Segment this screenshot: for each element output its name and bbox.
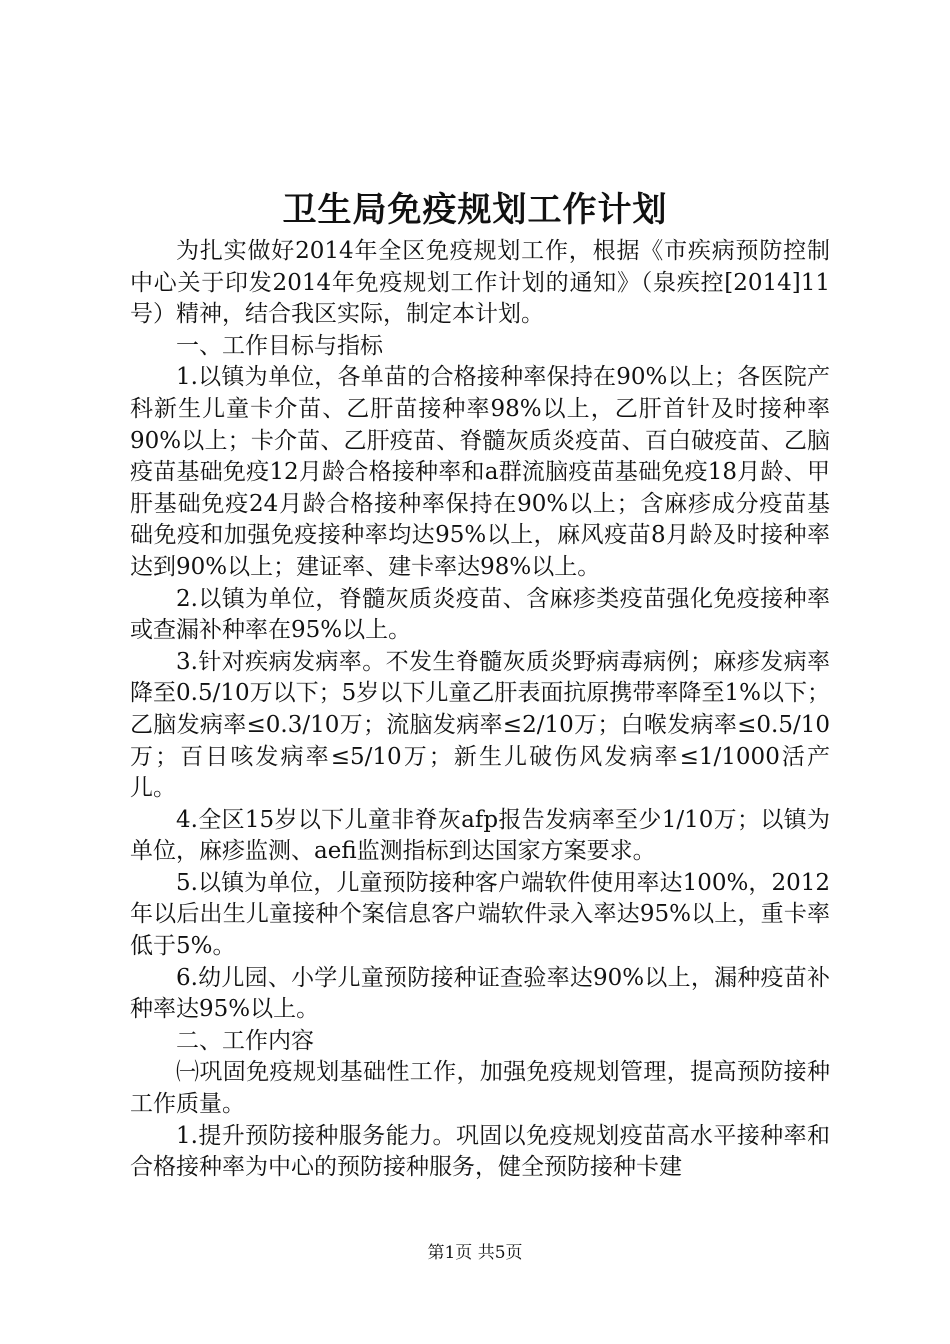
document-title: 卫生局免疫规划工作计划: [282, 190, 668, 230]
paragraph-goal-4: 4.全区15岁以下儿童非脊灰afp报告发病率至少1/10万；以镇为单位，麻疹监测、aefi监测指标到达国家方案要求。: [130, 806, 830, 865]
paragraph-goal-5: 5.以镇为单位，儿童预防接种客户端软件使用率达100%，2012年以后出生儿童接种个案信息客户端软件录入率达95%以上，重卡率低于5%。: [130, 869, 830, 960]
page-footer: 第1页 共5页: [427, 1243, 523, 1263]
paragraph-content-1: ㈠巩固免疫规划基础性工作，加强免疫规划管理，提高预防接种工作质量。: [130, 1059, 830, 1118]
paragraph-goal-2: 2.以镇为单位，脊髓灰质炎疫苗、含麻疹类疫苗强化免疫接种率或查漏补种率在95%以上。: [130, 585, 830, 644]
paragraph-goal-1: 1.以镇为单位，各单苗的合格接种率保持在90%以上；各医院产科新生儿童卡介苗、乙肝苗接种率98%以上，乙肝首针及时接种率90%以上；卡介苗、乙肝疫苗、脊髓灰质炎疫苗、百白破疫苗、乙脑疫苗基础免疫12月龄合格接种率和a群流脑疫苗基础免疫18月龄、甲肝基础免疫24月龄合格接种率保持在90%以上；含麻疹成分疫苗基础免疫和加强免疫接种率均达95%以上，麻风疫苗8月龄及时接种率达到90%以上；建证率、建卡率达98%以上。: [130, 364, 830, 580]
paragraph-goal-6: 6.幼儿园、小学儿童预防接种证查验率达90%以上，漏种疫苗补种率达95%以上。: [130, 964, 830, 1023]
section-heading-content: 二、工作内容: [176, 1027, 314, 1054]
section-heading-goals: 一、工作目标与指标: [176, 332, 383, 359]
paragraph-intro: 为扎实做好2014年全区免疫规划工作，根据《市疾病预防控制中心关于印发2014年免疫规划工作计划的通知》（泉疾控[2014]11号）精神，结合我区实际，制定本计划。: [130, 238, 830, 328]
document-body: [130, 236, 830, 1184]
paragraph-content-2: 1.提升预防接种服务能力。巩固以免疫规划疫苗高水平接种率和合格接种率为中心的预防接种服务，健全预防接种卡建: [130, 1122, 830, 1181]
paragraph-goal-3: 3.针对疾病发病率。不发生脊髓灰质炎野病毒病例；麻疹发病率降至0.5/10万以下；5岁以下儿童乙肝表面抗原携带率降至1%以下；乙脑发病率≤0.3/10万；流脑发病率≤2/10万；白喉发病率≤0.5/10万；百日咳发病率≤5/10万；新生儿破伤风发病率≤1/1000活产儿。: [130, 648, 830, 802]
